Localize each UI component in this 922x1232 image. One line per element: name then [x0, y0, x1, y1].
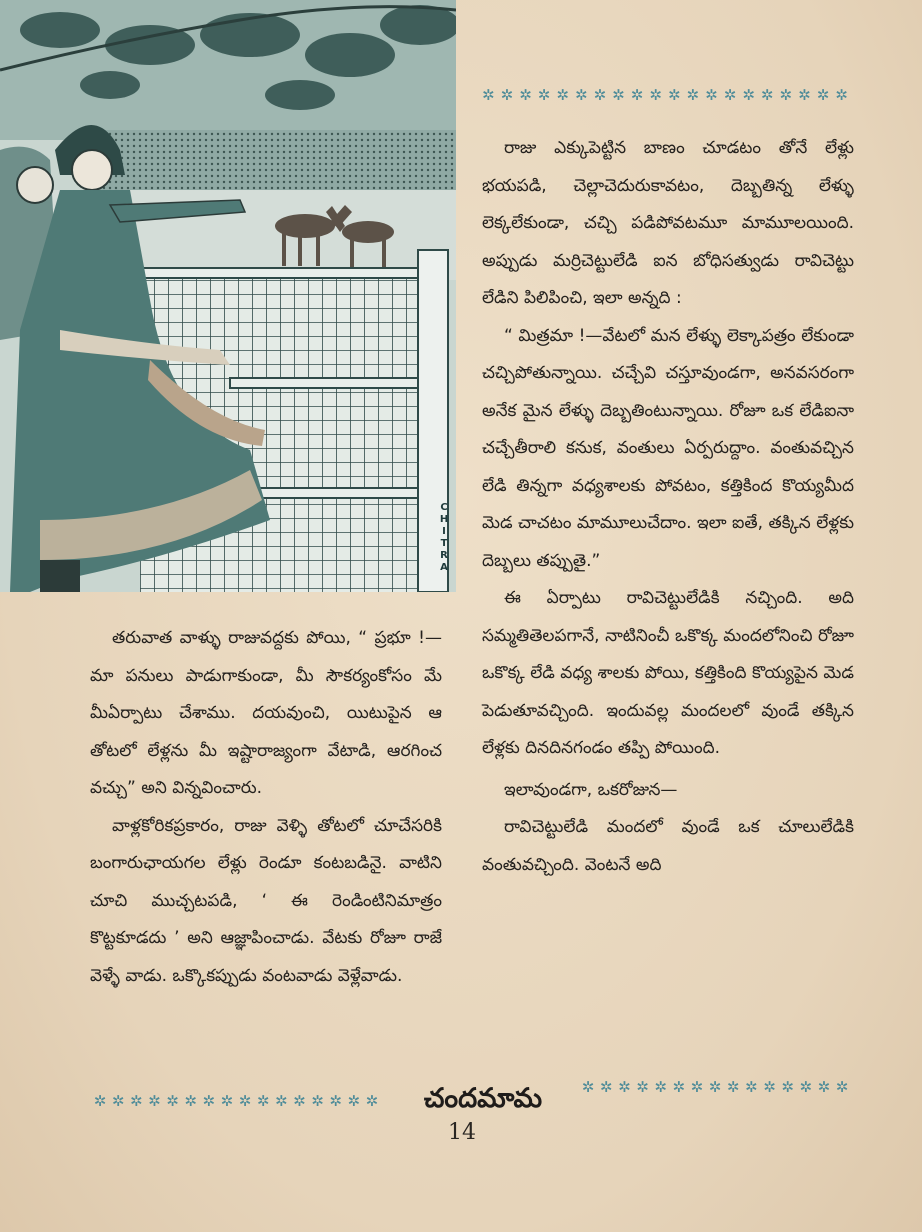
magazine-title: చందమామ	[423, 1083, 543, 1114]
top-ornament-band: ✲ ✲ ✲ ✲ ✲ ✲ ✲ ✲ ✲ ✲ ✲ ✲ ✲ ✲ ✲ ✲ ✲ ✲ ✲ ✲	[482, 86, 848, 104]
paragraph: తరువాత వాళ్ళు రాజువద్దకు పోయి, “ ప్రభూ !—మా పనులు పాడుగాకుండా, మీ సౌకర్యంకోసం మే మీఏర్పాటు చేశాము. దయవుంచి, యిటుపైన ఆ తోటలో లేళ్లను మీ ఇష్టారాజ్యంగా వేటాడి, ఆరగించ వచ్చు” అని విన్నవించారు.	[90, 628, 442, 798]
story-illustration	[0, 0, 456, 592]
paragraph: రాజు ఎక్కుపెట్టిన బాణం చూడటం తోనే లేళ్లు భయపడి, చెల్లాచెదురుకావటం, దెబ్బతిన్న లేళ్ళు లెక్కలేకుండా, చచ్చి పడిపోవటమూ మామూలయింది. అప్పుడు మర్రిచెట్టులేడి ఐన బోధిసత్వుడు రావిచెట్టు లేడిని పిలిపించి, ఇలా అన్నది :	[482, 138, 854, 308]
paragraph: వాళ్లకోరికప్రకారం, రాజు వెళ్ళి తోటలో చూచేసరికి బంగారుఛాయగల లేళ్లు రెండూ కంటబడినై. వాటిని చూచి ముచ్చటపడి, ‘ ఈ రెండింటినిమాత్రం కొట్టకూడదు ’ అని ఆజ్ఞాపించాడు. వేటకు రోజూ రాజే వెళ్ళే వాడు. ఒక్కొకప్పుడు వంటవాడు వెళ్లేవాడు.	[90, 815, 442, 986]
artist-signature: C H I T R A	[439, 502, 449, 573]
page-number: 14	[448, 1120, 476, 1145]
footer-ornament-left: ✲ ✲ ✲ ✲ ✲ ✲ ✲ ✲ ✲ ✲ ✲ ✲ ✲ ✲ ✲ ✲	[93, 1092, 379, 1110]
paragraph: ఇలావుండగా, ఒకరోజున—	[504, 779, 678, 800]
paragraph: ఈ ఏర్పాటు రావిచెట్టులేడికి నచ్చింది. అది సమ్మతితెలపగానే, నాటినించీ ఒకొక్క మందలోనించి రోజూ ఒకొక్క లేడి వధ్య శాలకు పోయి, కత్తికింది కొయ్యపైన మెడ పెడుతూవచ్చింది. ఇందువల్ల మందలలో వుండే తక్కిన లేళ్లకు దినదినగండం తప్పి పోయింది.	[482, 588, 854, 758]
left-text-column	[90, 620, 442, 995]
footer-ornament-right: ✲ ✲ ✲ ✲ ✲ ✲ ✲ ✲ ✲ ✲ ✲ ✲ ✲ ✲ ✲	[581, 1078, 849, 1096]
right-text-column	[482, 130, 854, 884]
paragraph: రావిచెట్టులేడి మందలో వుండే ఒక చూలులేడికి వంతువచ్చింది. వెంటనే అది	[482, 817, 854, 875]
paragraph: “ మిత్రమా !—వేటలో మన లేళ్ళు లెక్కాపత్రం లేకుండా చచ్చిపోతున్నాయి. చచ్చేవి చస్తూవుండగా, అనవసరంగా అనేక మైన లేళ్ళు దెబ్బతింటున్నాయి. రోజూ ఒక లేడిఐనా చచ్చేతీరాలి కనుక, వంతులు ఏర్పరుద్దాం. వంతువచ్చిన లేడి తిన్నగా వధ్యశాలకు పోవటం, కత్తికింద కొయ్యమీద మెడ చాచటం మామూలుచేదాం. ఇలా ఐతే, తక్కిన లేళ్లకు దెబ్బలు తప్పుతై.”	[482, 325, 854, 571]
